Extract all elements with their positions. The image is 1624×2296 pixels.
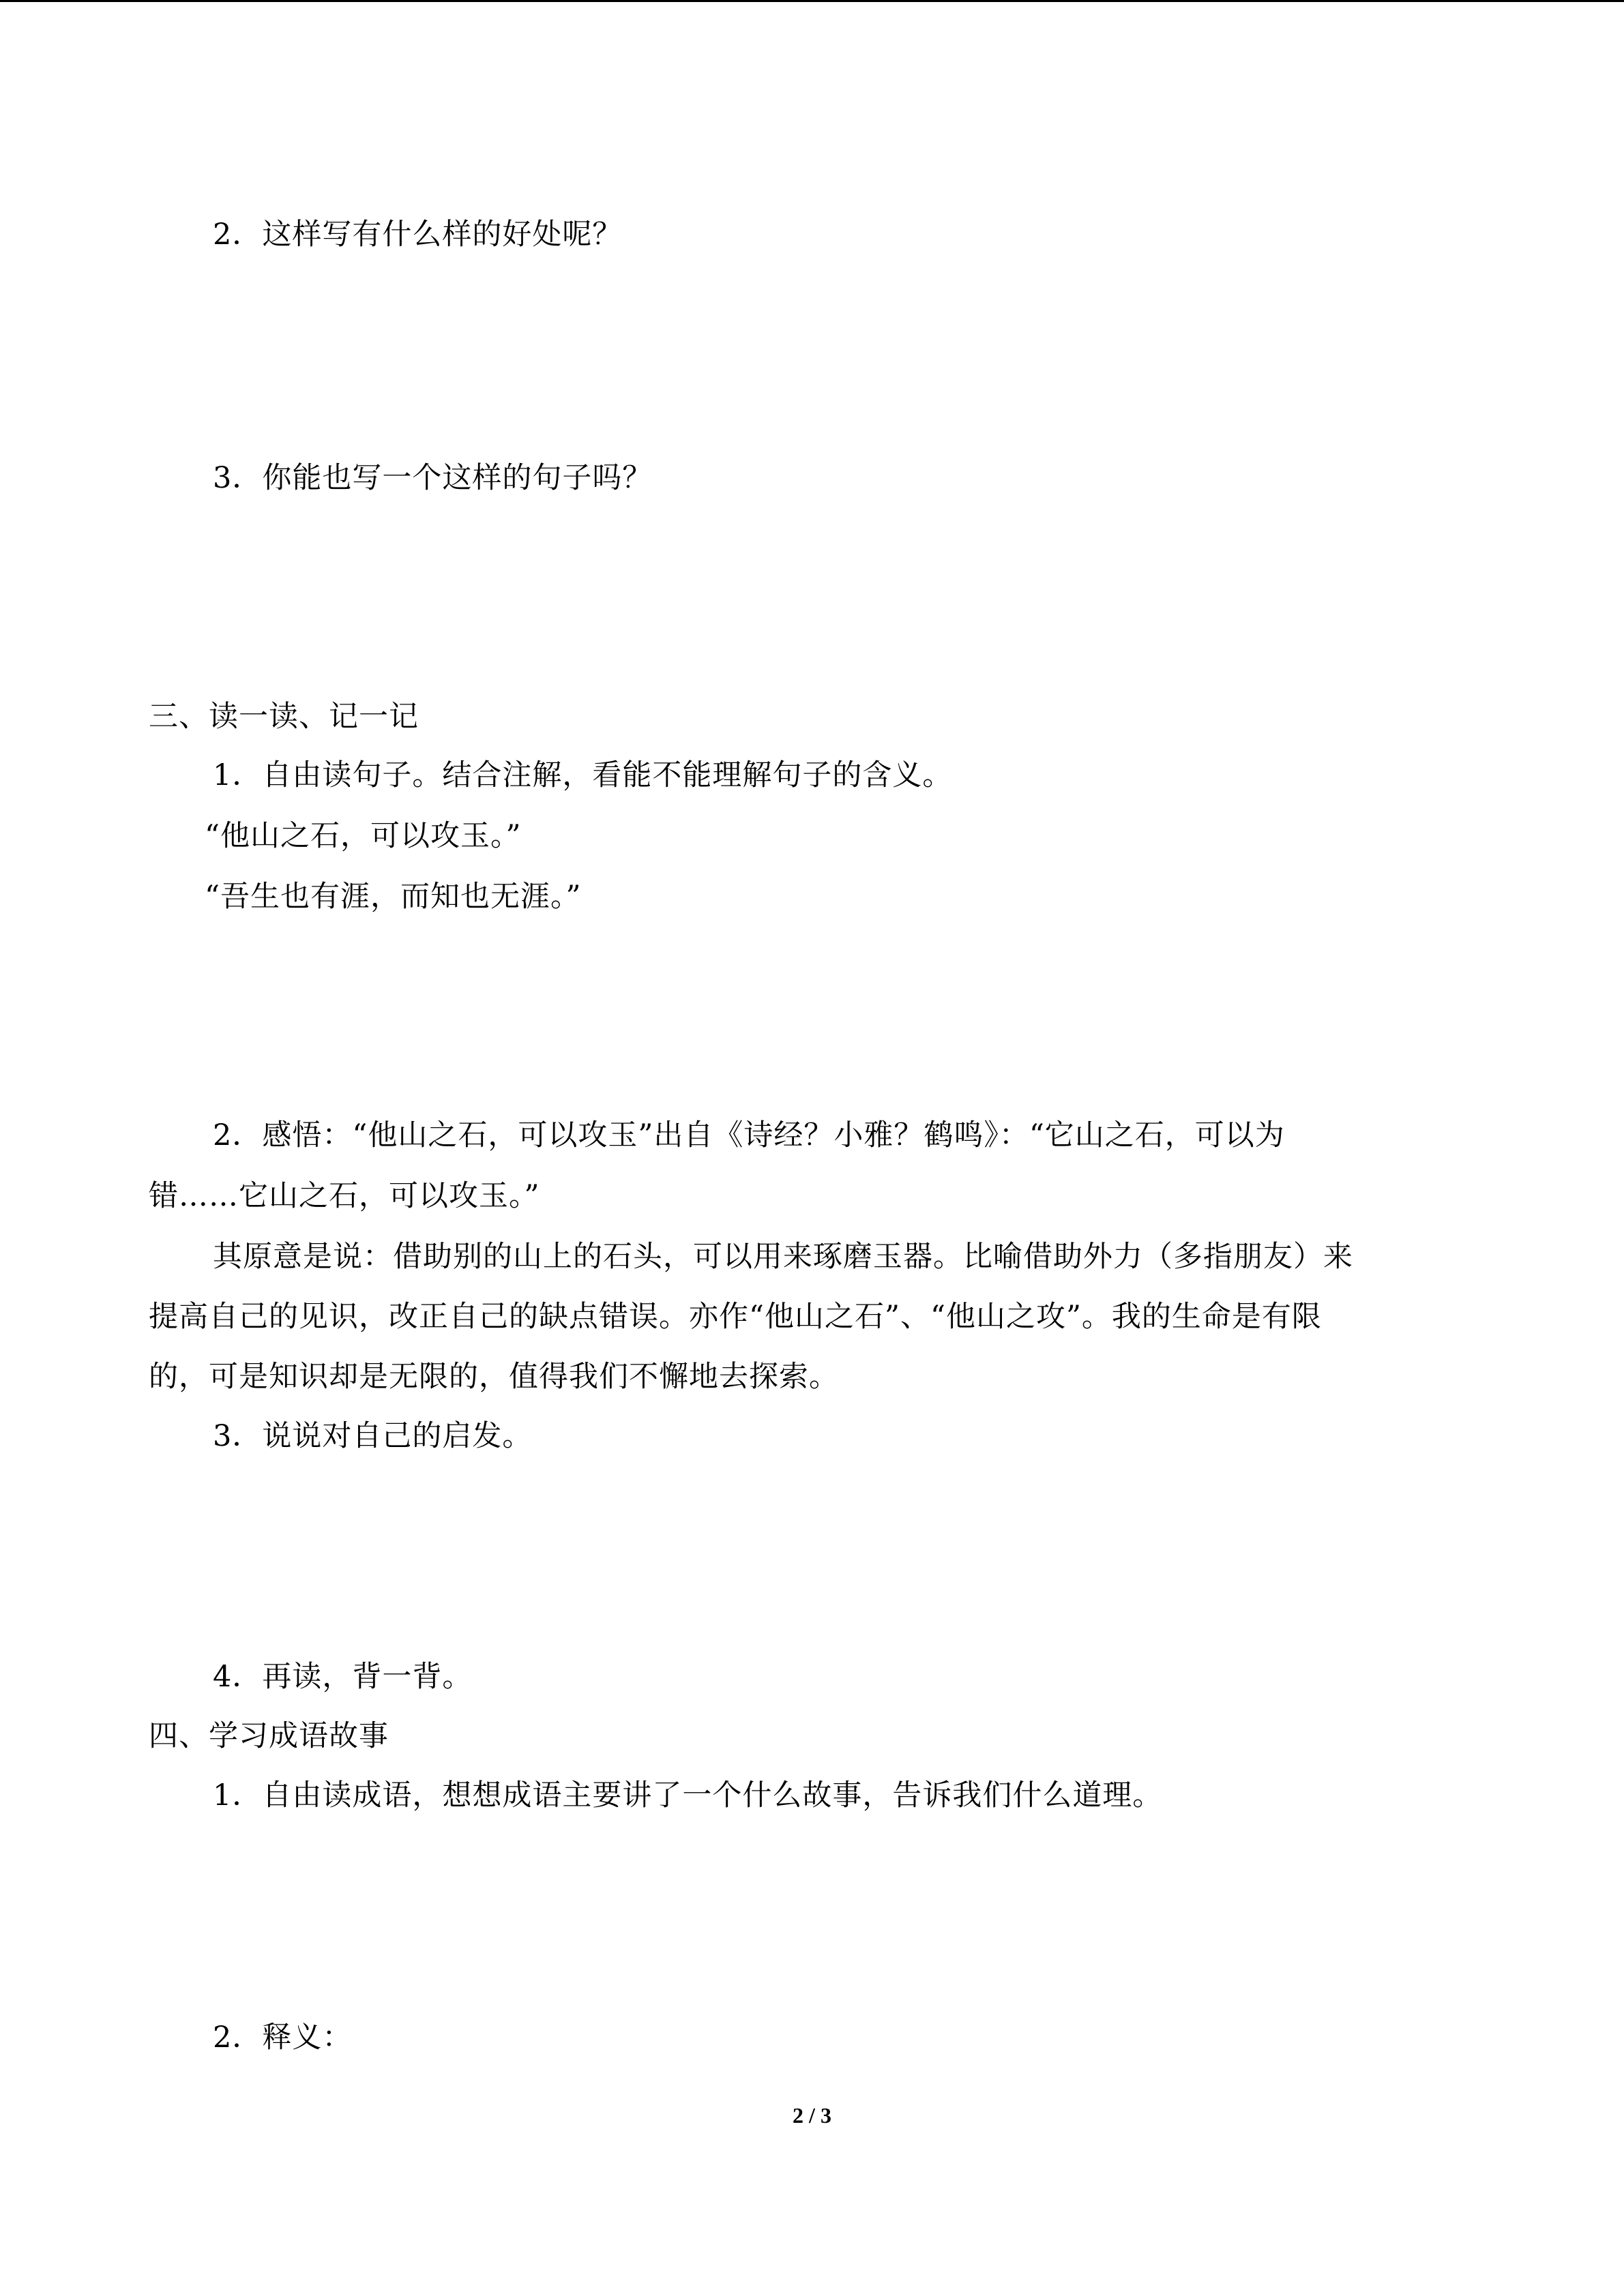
page-number: 2 / 3 <box>793 2103 831 2128</box>
explanation-line-1: 其原意是说：借助别的山上的石头，可以用来琢磨玉器。比喻借助外力（多指朋友）来 <box>213 1240 1353 1274</box>
section-4-item-2: 2．释义： <box>213 2021 353 2055</box>
question-2: 2．这样写有什么样的好处呢？ <box>213 218 623 252</box>
quote-1: “他山之石，可以攻玉。” <box>205 819 522 853</box>
section-3-item-2-line-1: 2．感悟：“他山之石，可以攻玉”出自《诗经？小雅？鹤鸣》：“它山之石，可以为 <box>213 1118 1285 1152</box>
section-3-item-4: 4．再读，背一背。 <box>213 1660 473 1694</box>
section-3-item-3: 3．说说对自己的启发。 <box>213 1419 533 1453</box>
section-3-heading: 三、读一读、记一记 <box>149 700 419 734</box>
explanation-line-3: 的，可是知识却是无限的，值得我们不懈地去探索。 <box>149 1360 839 1394</box>
section-4-heading: 四、学习成语故事 <box>149 1719 389 1753</box>
section-3-item-1: 1．自由读句子。结合注解，看能不能理解句子的含义。 <box>213 758 953 792</box>
section-3-item-2-line-2: 错……它山之石，可以攻玉。” <box>149 1179 540 1213</box>
explanation-line-2: 提高自己的见识，改正自己的缺点错误。亦作“他山之石”、“他山之攻”。我的生命是有限 <box>149 1300 1322 1334</box>
section-4-item-1: 1．自由读成语，想想成语主要讲了一个什么故事，告诉我们什么道理。 <box>213 1778 1163 1813</box>
quote-2: “吾生也有涯，而知也无涯。” <box>205 880 582 914</box>
question-3: 3．你能也写一个这样的句子吗？ <box>213 461 653 495</box>
